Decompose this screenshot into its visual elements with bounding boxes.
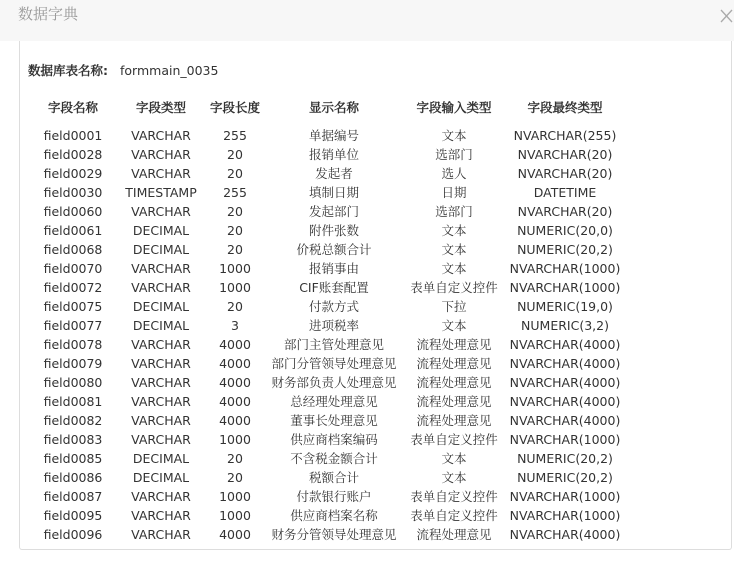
cell-field-type: VARCHAR bbox=[131, 489, 191, 504]
cell-field-type: VARCHAR bbox=[131, 280, 191, 295]
cell-final-type: NVARCHAR(1000) bbox=[509, 508, 621, 523]
table-row bbox=[28, 411, 624, 430]
cell-field-length: 255 bbox=[223, 185, 247, 200]
cell-display-name: 财务分管领导处理意见 bbox=[271, 527, 397, 542]
cell-field-length: 1000 bbox=[219, 432, 251, 447]
cell-display-name: 总经理处理意见 bbox=[290, 394, 378, 409]
table-row bbox=[28, 316, 624, 335]
cell-final-type: NUMERIC(20,2) bbox=[517, 451, 613, 466]
cell-field-length: 3 bbox=[231, 318, 239, 333]
header-display-name: 显示名称 bbox=[308, 99, 359, 115]
cell-final-type: NVARCHAR(20) bbox=[517, 147, 613, 162]
cell-input-type: 文本 bbox=[441, 470, 467, 485]
cell-field-length: 255 bbox=[223, 128, 247, 143]
cell-field-length: 4000 bbox=[219, 375, 251, 390]
table-row bbox=[28, 335, 624, 354]
close-button[interactable] bbox=[718, 7, 734, 25]
cell-field-length: 20 bbox=[227, 242, 243, 257]
cell-display-name: 发起者 bbox=[315, 166, 353, 181]
cell-field-length: 4000 bbox=[219, 356, 251, 371]
field-dictionary-table bbox=[28, 97, 624, 544]
cell-field-type: DECIMAL bbox=[132, 451, 190, 466]
cell-field-name: field0095 bbox=[43, 508, 103, 523]
table-row bbox=[28, 430, 624, 449]
cell-final-type: NVARCHAR(20) bbox=[517, 204, 613, 219]
cell-final-type: NUMERIC(19,0) bbox=[517, 299, 613, 314]
cell-final-type: NUMERIC(20,0) bbox=[517, 223, 613, 238]
cell-field-type: VARCHAR bbox=[131, 204, 191, 219]
cell-input-type: 选人 bbox=[441, 166, 467, 181]
cell-field-name: field0078 bbox=[43, 337, 103, 352]
cell-field-name: field0096 bbox=[43, 527, 103, 542]
cell-final-type: NVARCHAR(1000) bbox=[509, 261, 621, 276]
cell-input-type: 文本 bbox=[441, 242, 467, 257]
cell-field-name: field0068 bbox=[43, 242, 103, 257]
cell-input-type: 选部门 bbox=[435, 147, 473, 162]
cell-field-name: field0030 bbox=[43, 185, 103, 200]
cell-input-type: 表单自定义控件 bbox=[410, 489, 498, 504]
cell-input-type: 文本 bbox=[441, 128, 467, 143]
cell-field-name: field0086 bbox=[43, 470, 103, 485]
cell-final-type: NUMERIC(20,2) bbox=[517, 242, 613, 257]
cell-input-type: 流程处理意见 bbox=[416, 413, 492, 428]
cell-field-length: 4000 bbox=[219, 527, 251, 542]
cell-field-name: field0061 bbox=[43, 223, 103, 238]
cell-display-name: 财务部负责人处理意见 bbox=[271, 375, 397, 390]
cell-field-length: 20 bbox=[227, 451, 243, 466]
cell-field-type: VARCHAR bbox=[131, 128, 191, 143]
cell-final-type: NVARCHAR(4000) bbox=[509, 337, 621, 352]
cell-field-name: field0028 bbox=[43, 147, 103, 162]
cell-field-length: 20 bbox=[227, 166, 243, 181]
cell-field-length: 4000 bbox=[219, 337, 251, 352]
header-final-type: 字段最终类型 bbox=[527, 99, 603, 115]
table-row bbox=[28, 354, 624, 373]
cell-field-length: 4000 bbox=[219, 394, 251, 409]
cell-final-type: NVARCHAR(4000) bbox=[509, 413, 621, 428]
cell-input-type: 表单自定义控件 bbox=[410, 432, 498, 447]
cell-display-name: 不含税金额合计 bbox=[290, 451, 378, 466]
cell-display-name: 供应商档案编码 bbox=[290, 432, 378, 447]
cell-field-length: 4000 bbox=[219, 413, 251, 428]
cell-field-name: field0001 bbox=[43, 128, 103, 143]
cell-final-type: NVARCHAR(4000) bbox=[509, 356, 621, 371]
cell-field-name: field0083 bbox=[43, 432, 103, 447]
table-row bbox=[28, 373, 624, 392]
table-row bbox=[28, 164, 624, 183]
cell-field-type: VARCHAR bbox=[131, 413, 191, 428]
cell-field-type: VARCHAR bbox=[131, 375, 191, 390]
cell-field-length: 20 bbox=[227, 223, 243, 238]
cell-display-name: 填制日期 bbox=[308, 185, 359, 200]
table-row bbox=[28, 449, 624, 468]
cell-input-type: 下拉 bbox=[441, 299, 467, 314]
table-row bbox=[28, 506, 624, 525]
cell-field-type: VARCHAR bbox=[131, 337, 191, 352]
header-input-type: 字段输入类型 bbox=[416, 99, 492, 115]
cell-display-name: CIF账套配置 bbox=[299, 280, 369, 295]
cell-input-type: 表单自定义控件 bbox=[410, 280, 498, 295]
cell-field-name: field0077 bbox=[43, 318, 103, 333]
cell-final-type: NVARCHAR(1000) bbox=[509, 489, 621, 504]
table-row bbox=[28, 126, 624, 145]
table-row bbox=[28, 487, 624, 506]
cell-field-type: VARCHAR bbox=[131, 508, 191, 523]
cell-input-type: 流程处理意见 bbox=[416, 394, 492, 409]
table-row bbox=[28, 297, 624, 316]
cell-display-name: 付款方式 bbox=[308, 299, 359, 314]
cell-field-type: TIMESTAMP bbox=[125, 185, 197, 200]
cell-field-type: VARCHAR bbox=[131, 261, 191, 276]
cell-field-name: field0081 bbox=[43, 394, 103, 409]
header-field-type: 字段类型 bbox=[135, 99, 186, 115]
cell-display-name: 税额合计 bbox=[308, 470, 359, 485]
cell-field-name: field0072 bbox=[43, 280, 103, 295]
cell-field-type: VARCHAR bbox=[131, 394, 191, 409]
cell-final-type: NVARCHAR(4000) bbox=[509, 394, 621, 409]
cell-final-type: NVARCHAR(1000) bbox=[509, 280, 621, 295]
table-row bbox=[28, 202, 624, 221]
cell-final-type: NUMERIC(20,2) bbox=[517, 470, 613, 485]
cell-field-type: DECIMAL bbox=[132, 242, 190, 257]
table-row bbox=[28, 240, 624, 259]
cell-final-type: DATETIME bbox=[533, 185, 597, 200]
cell-field-name: field0060 bbox=[43, 204, 103, 219]
cell-input-type: 文本 bbox=[441, 261, 467, 276]
cell-field-name: field0087 bbox=[43, 489, 103, 504]
cell-field-length: 1000 bbox=[219, 489, 251, 504]
database-table-name-row bbox=[28, 62, 218, 80]
cell-input-type: 选部门 bbox=[435, 204, 473, 219]
cell-field-length: 20 bbox=[227, 299, 243, 314]
table-row bbox=[28, 468, 624, 487]
cell-field-name: field0080 bbox=[43, 375, 103, 390]
cell-input-type: 表单自定义控件 bbox=[410, 508, 498, 523]
cell-display-name: 报销单位 bbox=[308, 147, 359, 162]
table-row bbox=[28, 392, 624, 411]
table-row bbox=[28, 259, 624, 278]
cell-field-name: field0079 bbox=[43, 356, 103, 371]
cell-field-type: VARCHAR bbox=[131, 166, 191, 181]
cell-field-name: field0075 bbox=[43, 299, 103, 314]
cell-final-type: NUMERIC(3,2) bbox=[521, 318, 609, 333]
cell-display-name: 发起部门 bbox=[308, 204, 359, 219]
cell-final-type: NVARCHAR(4000) bbox=[509, 527, 621, 542]
cell-field-type: DECIMAL bbox=[132, 223, 190, 238]
cell-field-type: VARCHAR bbox=[131, 356, 191, 371]
cell-field-name: field0082 bbox=[43, 413, 103, 428]
cell-display-name: 报销事由 bbox=[308, 261, 359, 276]
cell-field-name: field0029 bbox=[43, 166, 103, 181]
database-table-name-label: 数据库表名称: bbox=[28, 63, 108, 78]
close-icon[interactable] bbox=[718, 7, 734, 25]
cell-field-length: 20 bbox=[227, 147, 243, 162]
table-row bbox=[28, 278, 624, 297]
cell-final-type: NVARCHAR(1000) bbox=[509, 432, 621, 447]
cell-input-type: 流程处理意见 bbox=[416, 356, 492, 371]
cell-field-type: DECIMAL bbox=[132, 318, 190, 333]
header-field-length: 字段长度 bbox=[209, 99, 260, 115]
cell-display-name: 部门主管处理意见 bbox=[283, 337, 384, 352]
cell-field-length: 20 bbox=[227, 204, 243, 219]
cell-field-name: field0085 bbox=[43, 451, 103, 466]
table-row bbox=[28, 221, 624, 240]
cell-field-name: field0070 bbox=[43, 261, 103, 276]
cell-input-type: 流程处理意见 bbox=[416, 375, 492, 390]
cell-field-type: DECIMAL bbox=[132, 470, 190, 485]
table-row bbox=[28, 525, 624, 544]
dialog-title: 数据字典 bbox=[18, 5, 79, 23]
cell-display-name: 单据编号 bbox=[308, 128, 359, 143]
cell-field-type: VARCHAR bbox=[131, 527, 191, 542]
cell-input-type: 文本 bbox=[441, 451, 467, 466]
table-row bbox=[28, 145, 624, 164]
cell-input-type: 流程处理意见 bbox=[416, 527, 492, 542]
cell-field-length: 20 bbox=[227, 470, 243, 485]
cell-display-name: 供应商档案名称 bbox=[290, 508, 378, 523]
cell-field-type: DECIMAL bbox=[132, 299, 190, 314]
cell-display-name: 付款银行账户 bbox=[296, 489, 372, 504]
cell-display-name: 附件张数 bbox=[308, 223, 359, 238]
cell-input-type: 文本 bbox=[441, 318, 467, 333]
cell-input-type: 日期 bbox=[441, 185, 467, 200]
cell-field-length: 1000 bbox=[219, 280, 251, 295]
cell-field-type: VARCHAR bbox=[131, 147, 191, 162]
cell-field-length: 1000 bbox=[219, 261, 251, 276]
cell-input-type: 流程处理意见 bbox=[416, 337, 492, 352]
cell-final-type: NVARCHAR(20) bbox=[517, 166, 613, 181]
cell-display-name: 部门分管领导处理意见 bbox=[271, 356, 397, 371]
cell-final-type: NVARCHAR(4000) bbox=[509, 375, 621, 390]
cell-field-length: 1000 bbox=[219, 508, 251, 523]
table-row bbox=[28, 183, 624, 202]
cell-display-name: 进项税率 bbox=[308, 318, 359, 333]
dialog-header bbox=[0, 0, 734, 41]
header-field-name: 字段名称 bbox=[47, 99, 98, 115]
table-header-row bbox=[28, 97, 624, 126]
cell-display-name: 董事长处理意见 bbox=[290, 413, 378, 428]
cell-display-name: 价税总额合计 bbox=[296, 242, 372, 257]
cell-final-type: NVARCHAR(255) bbox=[513, 128, 617, 143]
cell-input-type: 文本 bbox=[441, 223, 467, 238]
cell-field-type: VARCHAR bbox=[131, 432, 191, 447]
database-table-name-value: formmain_0035 bbox=[120, 63, 219, 78]
table-body bbox=[28, 126, 624, 544]
